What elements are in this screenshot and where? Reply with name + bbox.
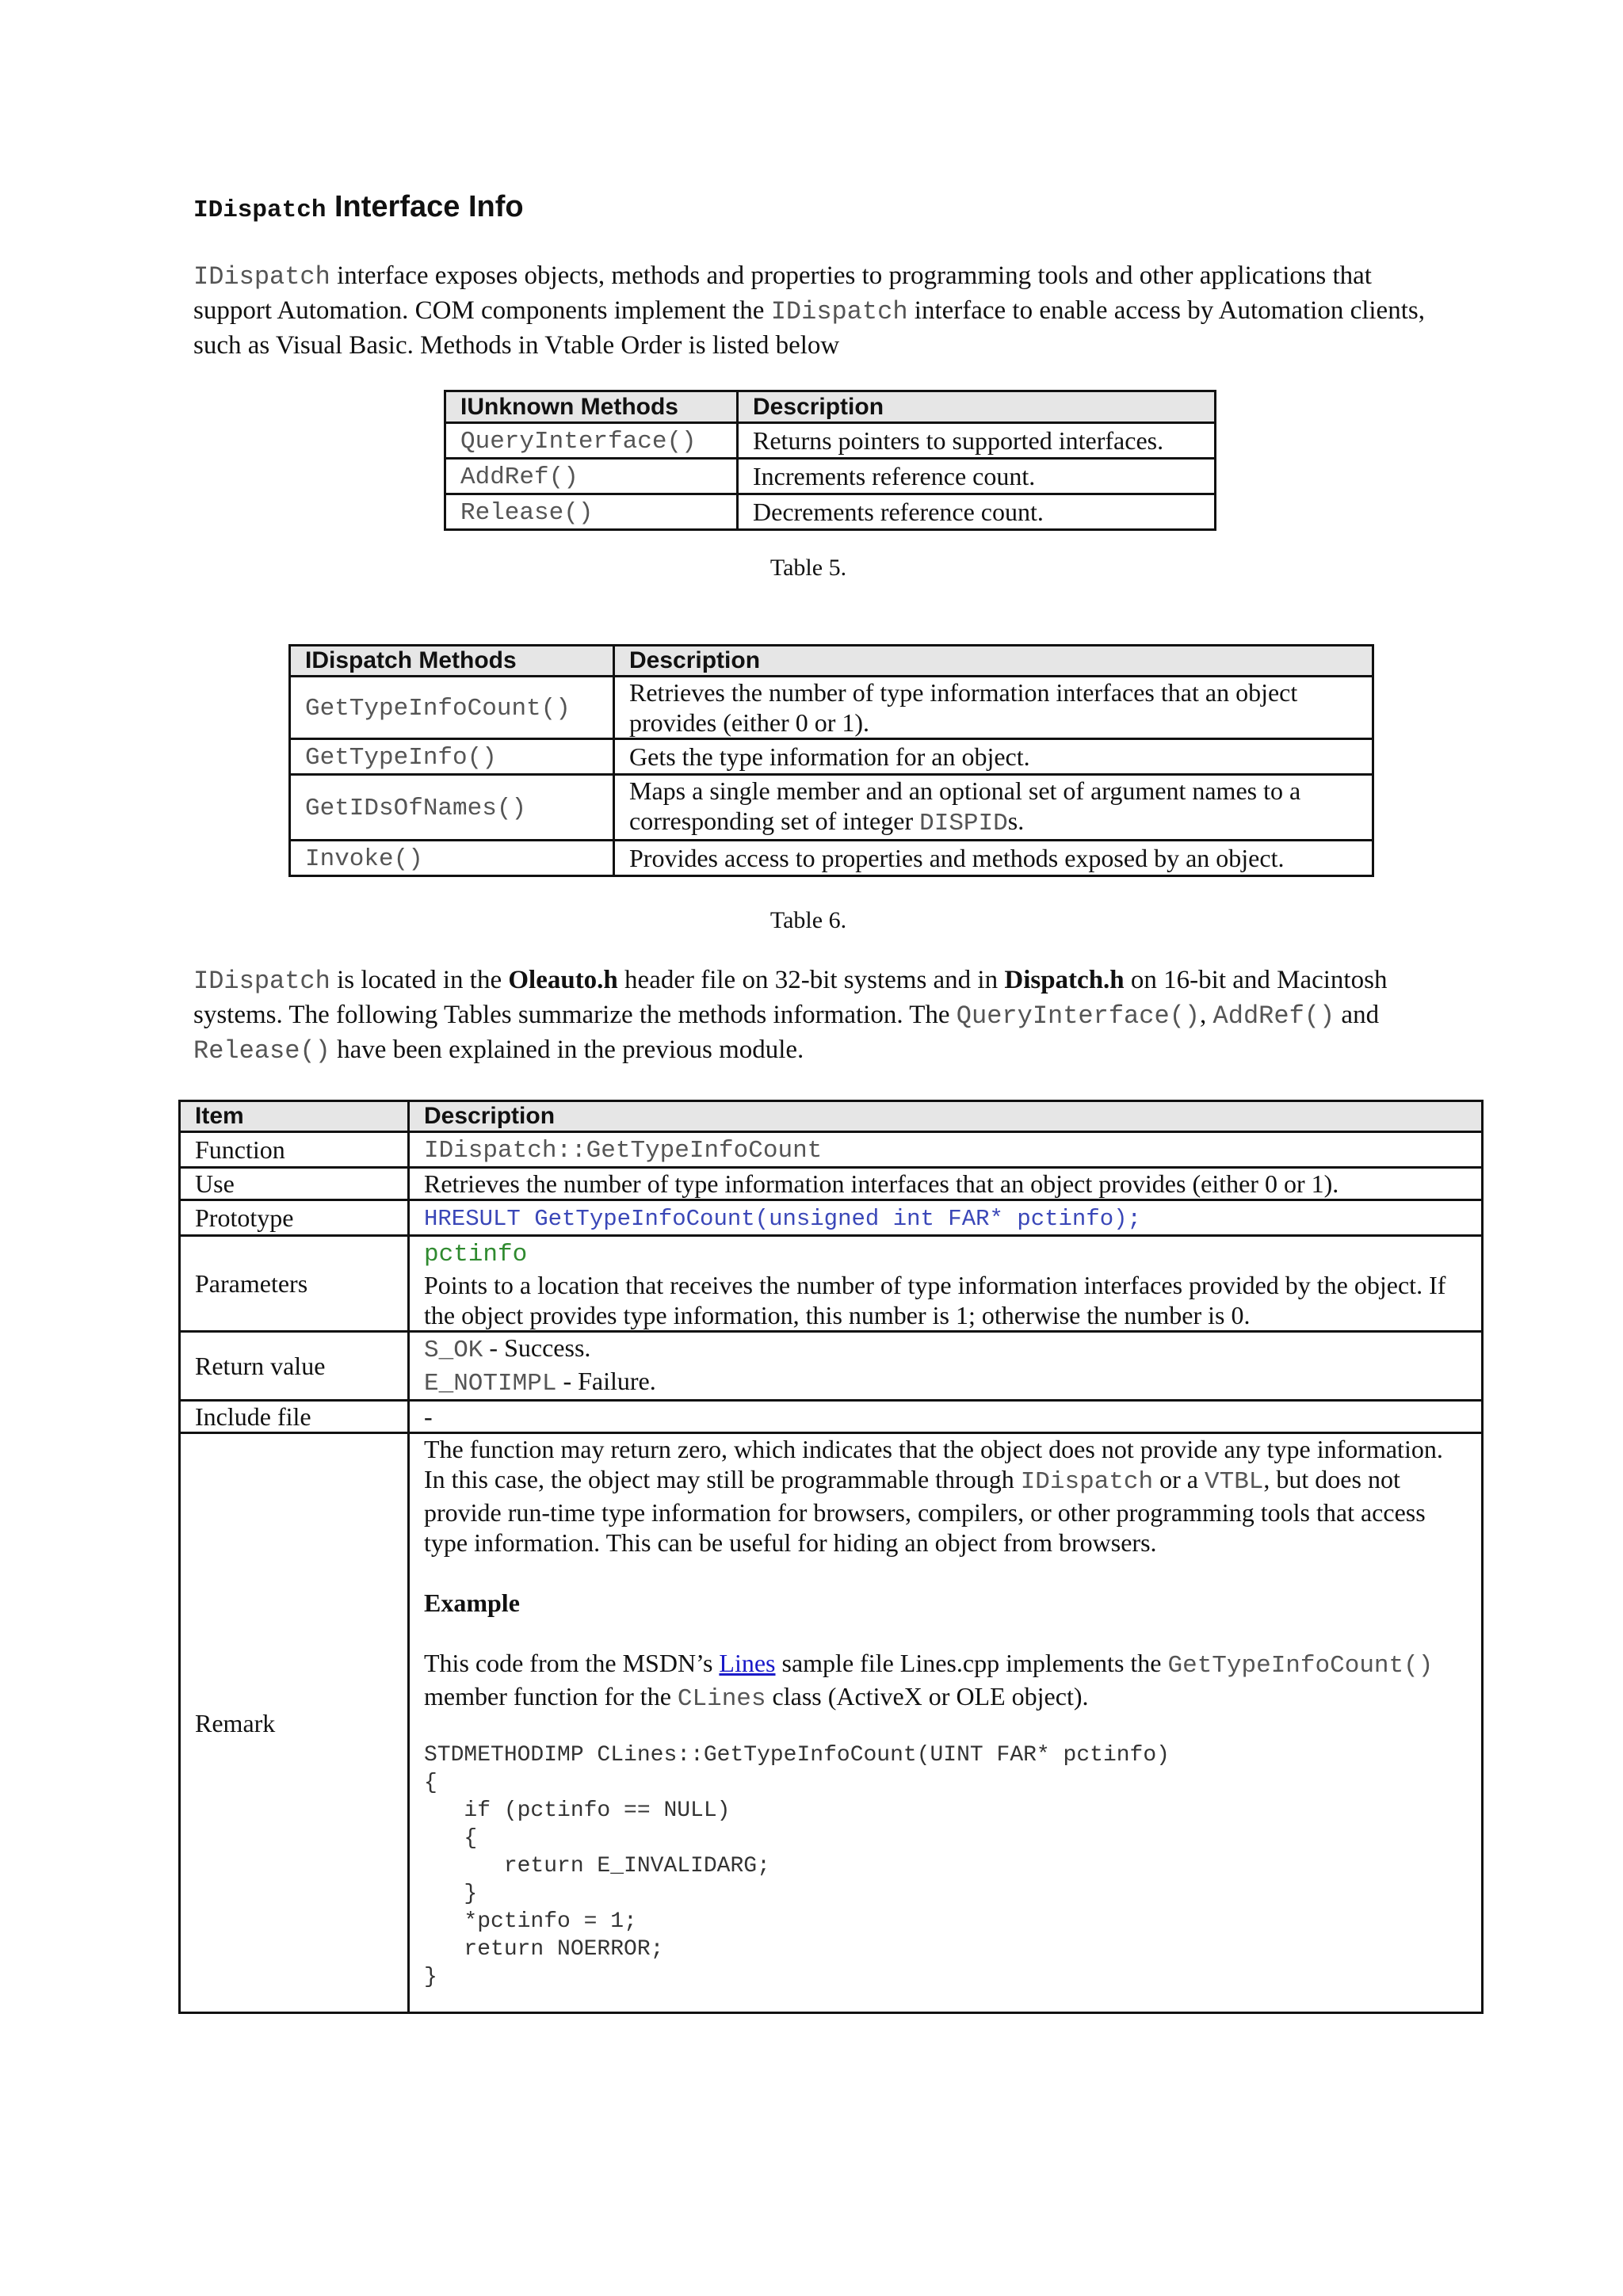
item-value: IDispatch::GetTypeInfoCount [409,1132,1483,1168]
heading-code: IDispatch [193,196,327,224]
table-caption: Table 6. [769,907,847,933]
item-label: Parameters [180,1236,409,1332]
table-row [290,775,1373,841]
table-row-prototype [180,1200,1483,1236]
table-row [290,739,1373,775]
remark-paragraph: The function may return zero, which indicates that the object does not provide any type information. In this case, the object may still be programmable through IDispatch or a VTBL, but does not provide run-time type information for browsers, compilers, or other programming tools that access type information. This can be useful for hiding an object from browsers. [424,1435,1443,1557]
table-row [290,677,1373,739]
text-run: interface exposes objects, methods and properties to programming tools and other applications that support Automation. COM components implement the [193,261,1372,325]
idispatch-methods-table [288,644,1374,877]
column-header: IUnknown Methods [445,391,738,423]
table-row [445,423,1216,459]
column-header: Description [409,1101,1483,1132]
heading-text: Interface Info [334,190,524,223]
description-cell: Decrements reference count. [738,494,1216,530]
table-row-return-value [180,1332,1483,1401]
method-cell: GetIDsOfNames() [290,775,614,841]
item-value [409,1433,1483,2013]
description-cell: Retrieves the number of type information interfaces that an object provides (either 0 or 1). [614,677,1373,739]
table-row [290,841,1373,876]
code-term: IDispatch [193,262,330,292]
column-header: Description [738,391,1216,423]
method-cell: AddRef() [445,459,738,494]
description-cell: Provides access to properties and methods exposed by an object. [614,841,1373,876]
item-label: Function [180,1132,409,1168]
table-row-function [180,1132,1483,1168]
table-row [445,459,1216,494]
item-value: Retrieves the number of type information interfaces that an object provides (either 0 or 1). [409,1168,1483,1200]
method-cell: GetTypeInfo() [290,739,614,775]
column-header: IDispatch Methods [290,646,614,677]
table-caption: Table 5. [769,555,847,581]
table-header-row [180,1101,1483,1132]
example-heading: Example [424,1589,520,1617]
iunknown-methods-table [444,390,1216,531]
item-label: Remark [180,1433,409,2013]
location-paragraph: IDispatch is located in the Oleauto.h header file on 32-bit systems and in Dispatch.h on 16-bit and Macintosh systems. The following Tables summarize the methods information. The QueryInterface(), AddRef() and Release() have been explained in the previous module. [193,966,1388,1066]
item-label: Include file [180,1401,409,1433]
item-value: pctinfo Points to a location that receives the number of type information interfaces provided by the object. If the object provides type information, this number is 1; otherwise the number is 0. [409,1236,1483,1332]
description-cell: Increments reference count. [738,459,1216,494]
text-run: interface to enable access by Automation clients, such as Visual Basic. Methods in Vtable Order is listed below [193,296,1425,360]
column-header: Description [614,646,1373,677]
method-cell: QueryInterface() [445,423,738,459]
table-header-row [290,646,1373,677]
item-value: HRESULT GetTypeInfoCount(unsigned int FAR* pctinfo); [409,1200,1483,1236]
intro-paragraph [193,259,1445,362]
gettypeinfocount-table [178,1100,1484,2014]
table-row-include-file [180,1401,1483,1433]
item-value: S_OK - Success. E_NOTIMPL - Failure. [409,1332,1483,1401]
item-value: - [409,1401,1483,1433]
method-cell: GetTypeInfoCount() [290,677,614,739]
table-row-parameters [180,1236,1483,1332]
section-heading [193,190,524,224]
description-cell: Maps a single member and an optional set of argument names to a corresponding set of integer DISPIDs. [614,775,1373,841]
table-row-remark [180,1433,1483,2013]
table-row [445,494,1216,530]
method-cell: Release() [445,494,738,530]
table-header-row [445,391,1216,423]
lines-link[interactable]: Lines [719,1649,776,1677]
method-cell: Invoke() [290,841,614,876]
example-paragraph: This code from the MSDN’s Lines sample file Lines.cpp implements the GetTypeInfoCount() member function for the CLines class (ActiveX or OLE object). [424,1649,1434,1713]
item-label: Return value [180,1332,409,1401]
code-term: IDispatch [770,297,908,326]
column-header: Item [180,1101,409,1132]
description-cell: Returns pointers to supported interfaces. [738,423,1216,459]
item-label: Use [180,1168,409,1200]
item-label: Prototype [180,1200,409,1236]
description-cell: Gets the type information for an object. [614,739,1373,775]
code-listing: STDMETHODIMP CLines::GetTypeInfoCount(UINT FAR* pctinfo) { if (pctinfo == NULL) { return E_INVALIDARG; } *pctinfo = 1; return NOERROR; } [424,1743,1170,1989]
table-row-use [180,1168,1483,1200]
